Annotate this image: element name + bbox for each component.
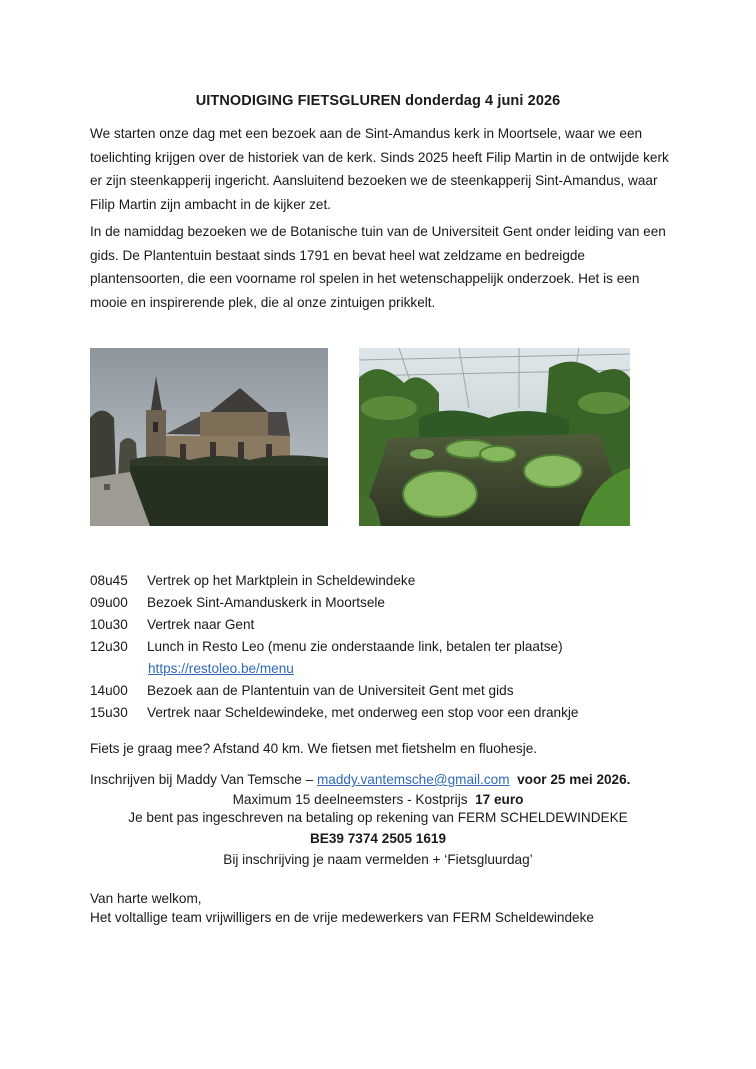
church-photo (90, 348, 328, 526)
afternoon-paragraph: In de namiddag bezoeken we de Botanische tuin van de Universiteit Gent onder leiding van een gids. De Plantentuin bestaat sinds 1791 en bevat heel wat zeldzame en bedreigde plantensoorten, die een voorname rol spelen in het wetenschappelijk onderzoek. Het is een mooie en inspirerende plek, die al onze zintuigen prikkelt. (90, 224, 666, 310)
schedule-description: Bezoek aan de Plantentuin van de Universiteit Gent met gids (147, 683, 514, 698)
max-participants-text: Maximum 15 deelneemsters - Kostprijs (232, 792, 472, 807)
iban-line (0, 829, 756, 849)
schedule-time: 12u30 (90, 639, 128, 654)
schedule-description: Vertrek naar Gent (147, 617, 255, 632)
schedule-list (90, 570, 690, 724)
schedule-description: Lunch in Resto Leo (menu zie onderstaande link, betalen ter plaatse) (147, 639, 563, 654)
schedule-description: Vertrek naar Scheldewindeke, met onderweg een stop voor een drankje (147, 705, 579, 720)
mention-note: Bij inschrijving je naam vermelden + ‘Fietsgluurdag’ (223, 852, 533, 867)
registration-line (90, 770, 630, 790)
schedule-time: 08u45 (90, 573, 128, 588)
menu-link[interactable]: https://restoleo.be/menu (148, 661, 294, 676)
schedule-time: 15u30 (90, 705, 128, 720)
iban: BE39 7374 2505 1619 (309, 831, 447, 846)
registration-deadline: voor 25 mei 2026. (517, 772, 631, 787)
email-link[interactable]: maddy.vantemsche@gmail.com (316, 772, 510, 787)
schedule-time: 09u00 (90, 595, 128, 610)
registration-prefix: Inschrijven bij Maddy Van Temsche – (90, 772, 317, 787)
payment-note: Je bent pas ingeschreven na betaling op rekening van FERM SCHELDEWINDEKE (128, 810, 628, 825)
schedule-description: Vertrek op het Marktplein in Scheldewindeke (147, 573, 416, 588)
price: 17 euro (475, 792, 524, 807)
schedule-row (90, 592, 690, 614)
ride-info: Fiets je graag mee? Afstand 40 km. We fietsen met fietshelm en fluohesje. (90, 741, 538, 756)
page-title: UITNODIGING FIETSGLUREN donderdag 4 juni 2026 (195, 93, 561, 109)
schedule-time: 10u30 (90, 617, 128, 632)
schedule-time: 14u00 (90, 683, 128, 698)
schedule-row (90, 702, 690, 724)
closing-signature: Het voltallige team vrijwilligers en de vrije medewerkers van FERM Scheldewindeke (90, 910, 594, 925)
schedule-row (90, 570, 690, 592)
schedule-row (90, 680, 690, 702)
max-participants-line (0, 790, 756, 810)
menu-link-row (90, 658, 690, 680)
intro-paragraph: We starten onze dag met een bezoek aan de Sint-Amandus kerk in Moortsele, waar we een toelichting krijgen over de historiek van de kerk. Sinds 2025 heeft Filip Martin in de ontwijde kerk er zijn steenkapperij ingericht. Aansluitend bezoeken we de steenkapperij Sint-Amandus, waar Filip Martin zijn ambacht in de kijker zet. (90, 126, 669, 212)
botanical-garden-photo (359, 348, 630, 526)
schedule-row (90, 614, 690, 636)
closing-greeting: Van harte welkom, (90, 891, 202, 906)
schedule-description: Bezoek Sint-Amanduskerk in Moortsele (147, 595, 385, 610)
schedule-row (90, 636, 690, 658)
